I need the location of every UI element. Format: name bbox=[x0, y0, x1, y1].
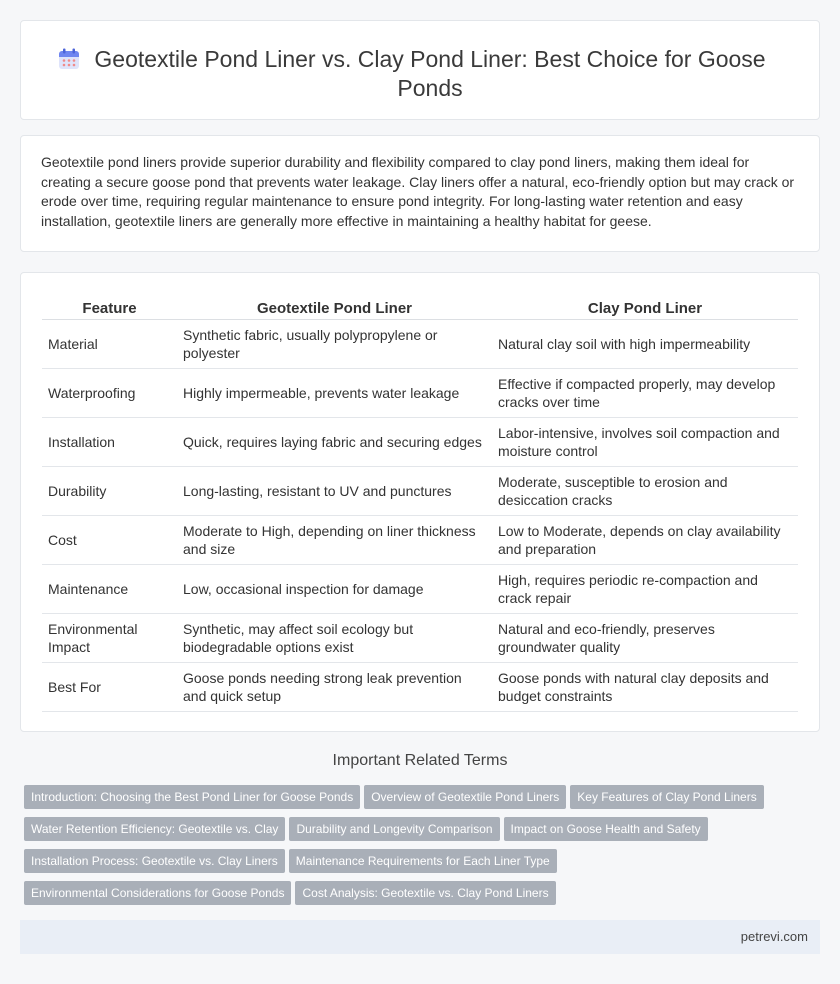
clay-cell: Labor-intensive, involves soil compaction and moisture control bbox=[492, 417, 798, 466]
clay-cell: High, requires periodic re-compaction and crack repair bbox=[492, 564, 798, 613]
column-header: Geotextile Pond Liner bbox=[177, 292, 492, 319]
related-term-tag[interactable]: Environmental Considerations for Goose Ponds bbox=[24, 881, 291, 905]
geotextile-cell: Moderate to High, depending on liner thickness and size bbox=[177, 515, 492, 564]
feature-cell: Material bbox=[42, 319, 177, 368]
related-terms-row bbox=[24, 881, 814, 913]
related-term-tag[interactable]: Impact on Goose Health and Safety bbox=[504, 817, 708, 841]
geotextile-cell: Synthetic, may affect soil ecology but biodegradable options exist bbox=[177, 613, 492, 662]
related-terms-row bbox=[24, 785, 814, 817]
feature-cell: Best For bbox=[42, 662, 177, 711]
related-terms-heading: Important Related Terms bbox=[332, 752, 508, 769]
feature-cell: Waterproofing bbox=[42, 368, 177, 417]
related-terms-row bbox=[24, 849, 814, 881]
table-row bbox=[42, 515, 798, 564]
geotextile-cell: Goose ponds needing strong leak prevention and quick setup bbox=[177, 662, 492, 711]
intro-text: Geotextile pond liners provide superior durability and flexibility compared to clay pond liners, making them ideal for creating a secure goose pond that prevents water leakage. Clay liners offer a natural, eco-friendly option but may crack or erode over time, requiring regular maintenance to ensure pond integrity. For long-lasting water retention and easy installation, geotextile liners are generally more effective in maintaining a healthy habitat for geese. bbox=[41, 154, 795, 229]
feature-cell: Durability bbox=[42, 466, 177, 515]
table-row bbox=[42, 564, 798, 613]
feature-cell: Environmental Impact bbox=[42, 613, 177, 662]
related-term-tag[interactable]: Durability and Longevity Comparison bbox=[289, 817, 499, 841]
related-term-tag[interactable]: Water Retention Efficiency: Geotextile vs. Clay bbox=[24, 817, 285, 841]
related-term-tag[interactable]: Installation Process: Geotextile vs. Clay Liners bbox=[24, 849, 285, 873]
table-row bbox=[42, 662, 798, 711]
footer bbox=[20, 920, 820, 954]
clay-cell: Effective if compacted properly, may develop cracks over time bbox=[492, 368, 798, 417]
page-title: Geotextile Pond Liner vs. Clay Pond Liner: Best Choice for Goose Ponds bbox=[94, 46, 766, 101]
related-term-tag[interactable]: Introduction: Choosing the Best Pond Liner for Goose Ponds bbox=[24, 785, 360, 809]
clay-cell: Moderate, susceptible to erosion and desiccation cracks bbox=[492, 466, 798, 515]
feature-cell: Maintenance bbox=[42, 564, 177, 613]
comparison-table bbox=[42, 292, 798, 712]
clay-cell: Natural clay soil with high impermeability bbox=[492, 319, 798, 368]
feature-cell: Cost bbox=[42, 515, 177, 564]
column-header: Clay Pond Liner bbox=[492, 292, 798, 319]
intro-card bbox=[20, 135, 820, 252]
related-term-tag[interactable]: Key Features of Clay Pond Liners bbox=[570, 785, 763, 809]
table-row bbox=[42, 466, 798, 515]
table-row bbox=[42, 417, 798, 466]
clay-cell: Goose ponds with natural clay deposits and budget constraints bbox=[492, 662, 798, 711]
related-term-tag[interactable]: Cost Analysis: Geotextile vs. Clay Pond Liners bbox=[295, 881, 555, 905]
clay-cell: Natural and eco-friendly, preserves groundwater quality bbox=[492, 613, 798, 662]
related-term-tag[interactable]: Maintenance Requirements for Each Liner Type bbox=[289, 849, 557, 873]
geotextile-cell: Synthetic fabric, usually polypropylene or polyester bbox=[177, 319, 492, 368]
feature-cell: Installation bbox=[42, 417, 177, 466]
geotextile-cell: Low, occasional inspection for damage bbox=[177, 564, 492, 613]
related-terms-list bbox=[24, 785, 814, 913]
table-row bbox=[42, 368, 798, 417]
clay-cell: Low to Moderate, depends on clay availability and preparation bbox=[492, 515, 798, 564]
table-row bbox=[42, 613, 798, 662]
header-card bbox=[20, 20, 820, 120]
geotextile-cell: Highly impermeable, prevents water leakage bbox=[177, 368, 492, 417]
geotextile-cell: Long-lasting, resistant to UV and punctures bbox=[177, 466, 492, 515]
comparison-card bbox=[20, 272, 820, 732]
site-name[interactable]: petrevi.com bbox=[740, 929, 808, 944]
table-row bbox=[42, 319, 798, 368]
related-term-tag[interactable]: Overview of Geotextile Pond Liners bbox=[364, 785, 566, 809]
related-terms-row bbox=[24, 817, 814, 849]
geotextile-cell: Quick, requires laying fabric and securing edges bbox=[177, 417, 492, 466]
column-header: Feature bbox=[42, 292, 177, 319]
table-header-row bbox=[42, 292, 798, 319]
